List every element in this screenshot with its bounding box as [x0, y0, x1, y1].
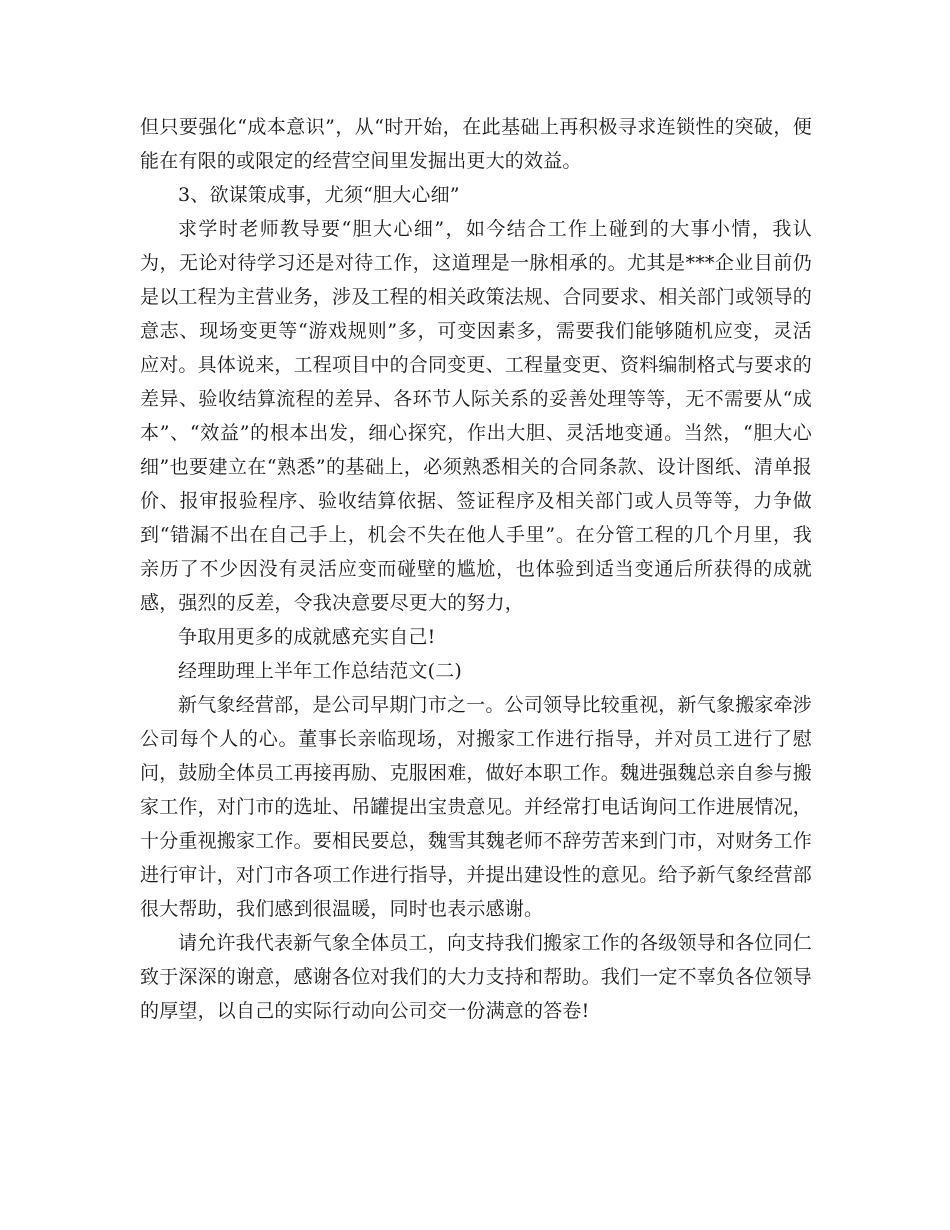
paragraph-new-outlet: 新气象经营部，是公司早期门市之一。公司领导比较重视，新气象搬家牵涉公司每个人的心。董事长亲临现场，对搬家工作进行指导，并对员工进行了慰问，鼓励全体员工再接再励、克服困难，做好本职工作。魏进强魏总亲自参与搬家工作，对门市的选址、吊罐提出宝贵意见。并经常打电话询问工作进展情况，十分重视搬家工作。要相民要总，魏雪其魏老师不辞劳苦来到门市，对财务工作进行审计，对门市各项工作进行指导，并提出建设性的意见。给予新气象经营部很大帮助，我们感到很温暖，同时也表示感谢。 [140, 694, 813, 920]
section-heading-3: 3、欲谋策成事，尤须“胆大心细” [178, 184, 460, 206]
paragraph-bold-careful: 求学时老师教导要“胆大心细”，如今结合工作上碰到的大事小情，我认为，无论对待学习还是对待工作，这道理是一脉相承的。尤其是***企业目前仍是以工程为主营业务，涉及工程的相关政策法规、合同要求、相关部门或领导的意志、现场变更等“游戏规则”多，可变因素多，需要我们能够随机应变，灵活应对。具体说来，工程项目中的合同变更、工程量变更、资料编制格式与要求的差异、验收结算流程的差异、各环节人际关系的妥善处理等等，无不需要从“成本”、“效益”的根本出发，细心探究，作出大胆、灵活地变通。当然，“胆大心细”也要建立在“熟悉”的基础上，必须熟悉相关的合同条款、设计图纸、清单报价、报审报验程序、验收结算依据、签证程序及相关部门或人员等等，力争做到“错漏不出在自己手上，机会不失在他人手里”。在分管工程的几个月里，我亲历了不少因没有灵活应变而碰壁的尴尬，也体验到适当变通后所获得的成就感，强烈的反差，令我决意要尽更大的努力， [140, 218, 813, 614]
document-subtitle: 经理助理上半年工作总结范文(二) [178, 660, 463, 682]
paragraph-continuation: 但只要强化“成本意识”，从“时开始，在此基础上再积极寻求连锁性的突破，便能在有限的或限定的经营空间里发掘出更大的效益。 [140, 116, 812, 172]
paragraph-thanks: 请允许我代表新气象全体员工，向支持我们搬家工作的各级领导和各位同仁致于深深的谢意，感谢各位对我们的大力支持和帮助。我们一定不辜负各位领导的厚望，以自己的实际行动向公司交一份满意的答卷! [140, 932, 813, 1022]
paragraph-closing-line: 争取用更多的成就感充实自己! [178, 626, 436, 648]
